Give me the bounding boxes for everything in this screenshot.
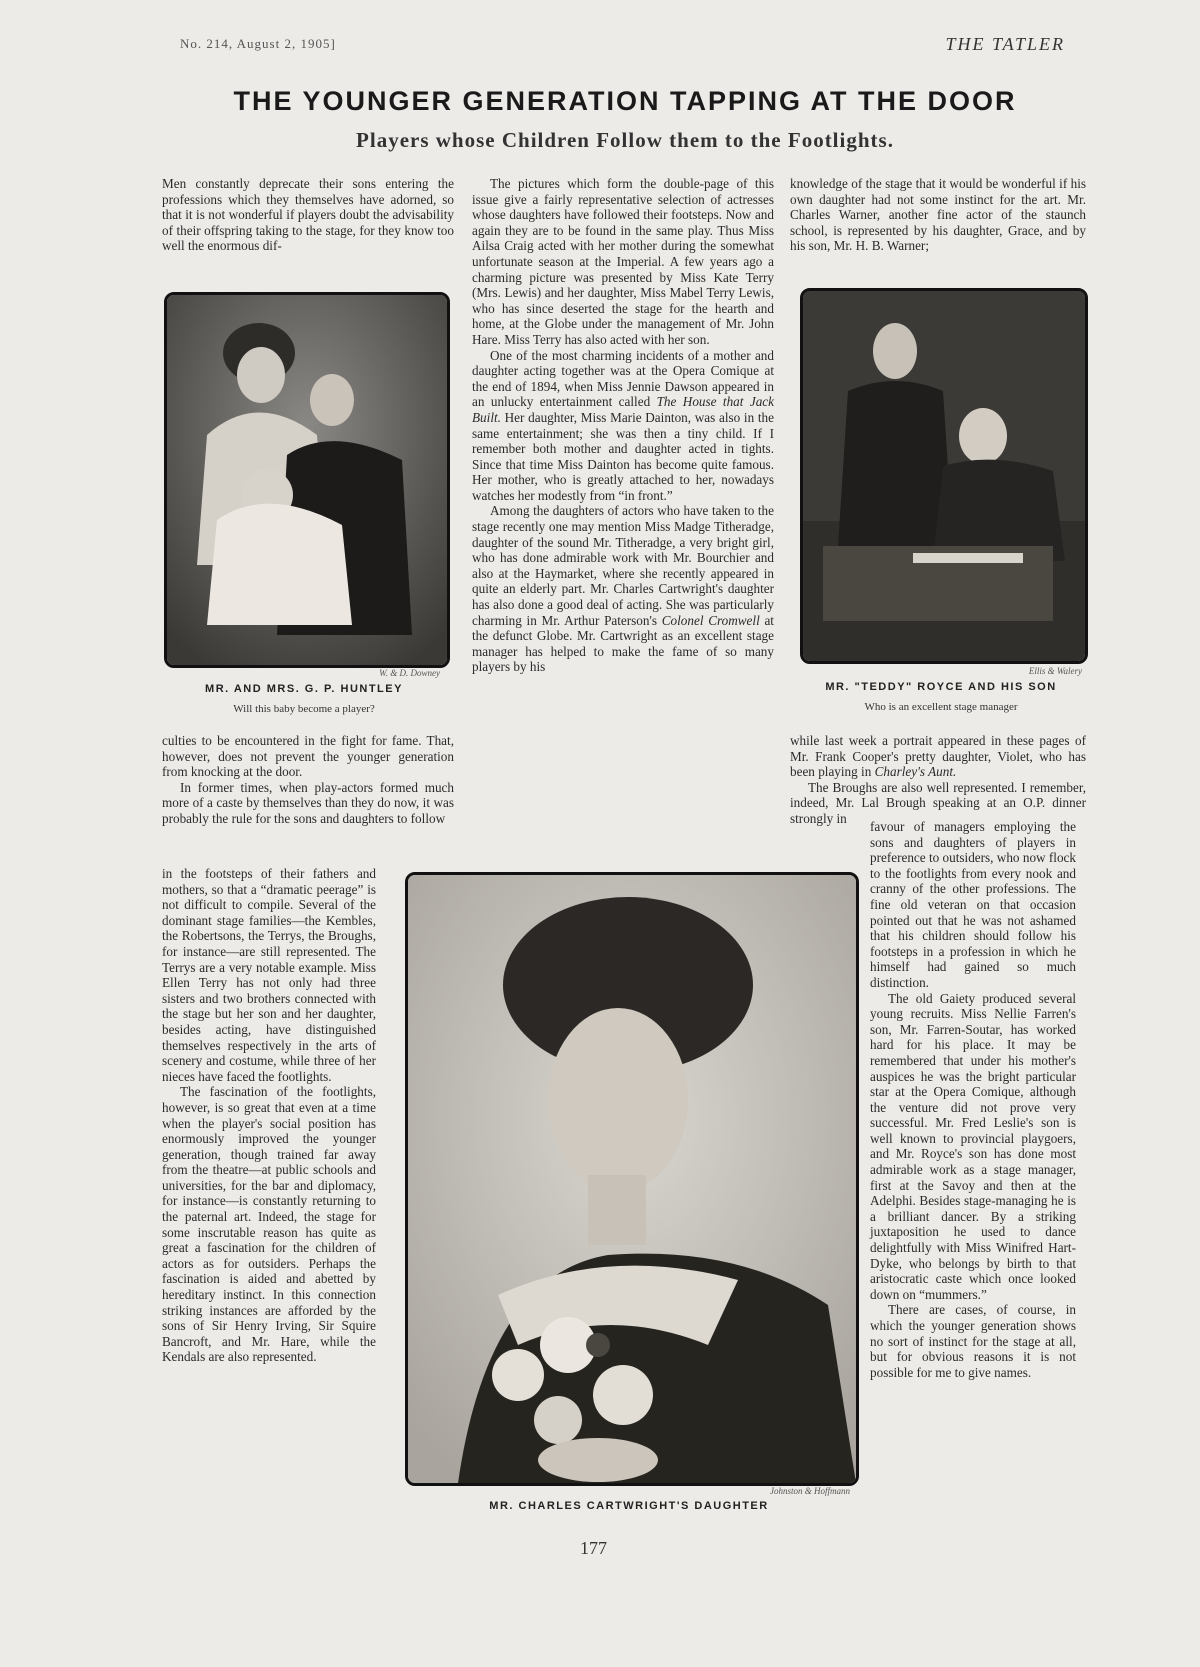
photo-cartwright-image: [408, 875, 856, 1483]
paragraph: [472, 503, 774, 675]
column-3-intro: [790, 176, 1086, 254]
text-run: Her daughter, Miss Marie Dainton, was also in the same entertainment; she was then a tiny child. If I remember both mother and daughter acted in tights. Since that time Miss Dainton has become quite famous. Her mother, who is greatly attached to her, nowadays watches her modestly from “in front.”: [472, 409, 774, 503]
text-run: at the defunct Globe. Mr. Cartwright as an excellent stage manager has helped to make the fame of so many players by his: [472, 612, 774, 675]
paragraph: There are cases, of course, in which the younger generation shows no sort of instinct for the stage at all, but for obvious reasons it is not possible for me to give names.: [870, 1302, 1076, 1380]
play-title: The House that Jack Built.: [472, 394, 774, 425]
issue-line: No. 214, August 2, 1905]: [180, 36, 336, 51]
photo-credit-cartwright: Johnston & Hoffmann: [770, 1486, 850, 1496]
subcaption-royce: Who is an excellent stage manager: [864, 701, 1018, 713]
magazine-name: THE TATLER: [945, 34, 1065, 54]
play-title: Colonel Cromwell: [661, 612, 760, 628]
paragraph: [472, 348, 774, 504]
photo-royce: [800, 288, 1088, 664]
photo-credit-royce: Ellis & Walery: [1028, 666, 1082, 676]
column-1-lower: [162, 866, 376, 1365]
text-run: while last week a portrait appeared in these pages of Mr. Frank Cooper's pretty daughter, Violet, who has been playing in: [790, 733, 1086, 780]
column-1-intro: [162, 176, 454, 254]
column-3-middle: [790, 733, 1086, 827]
text-run: One of the most charming incidents of a mother and daughter acting together was at the Opera Comique at the end of 1894, when Miss Jennie Dawson appeared in an unlucky entertainment called: [472, 347, 774, 410]
paragraph: knowledge of the stage that it would be wonderful if his own daughter had not some instinct for the art. Mr. Charles Warner, another fine actor of the staunch school, is represented by his daughter, Grace, and by his son, Mr. H. B. Warner;: [790, 176, 1086, 254]
paragraph: The Broughs are also well represented. I remember, indeed, Mr. Lal Brough speaking at an O.P. dinner strongly in: [790, 779, 1086, 826]
caption-cartwright-daughter: MR. CHARLES CARTWRIGHT'S DAUGHTER: [489, 1500, 769, 1512]
subcaption-huntley: Will this baby become a player?: [233, 703, 375, 715]
photo-royce-image: [803, 291, 1085, 661]
column-2: [472, 176, 774, 675]
paragraph: Men constantly deprecate their sons entering the professions which they themselves have adorned, so that it is not wonderful if players doubt the advisability of their offspring taking to the stage, for they know too well the enormous dif-: [162, 176, 454, 254]
column-1-middle: [162, 733, 454, 827]
page-number: 177: [580, 1538, 607, 1558]
paragraph: culties to be encountered in the fight for fame. That, however, does not prevent the younger generation from knocking at the door.: [162, 733, 454, 780]
paragraph: In former times, when play-actors formed much more of a caste by themselves than they do now, it was probably the rule for the sons and daughters to follow: [162, 779, 454, 826]
text-run: Among the daughters of actors who have taken to the stage recently one may mention Miss Madge Titheradge, daughter of the sound Mr. Titheradge, a very bright girl, who has done admirable work with Mr. Bourchier and also at the Haymarket, where she recently appeared in quite an elderly part. Mr. Charles Cartwright's daughter has also done a good deal of acting. She was particularly charming in Mr. Arthur Paterson's: [472, 503, 774, 628]
article-title: THE YOUNGER GENERATION TAPPING AT THE DOOR: [233, 86, 1017, 116]
photo-cartwright-daughter: [405, 872, 859, 1486]
paragraph: in the footsteps of their fathers and mothers, so that a “dramatic peerage” is not difficult to compile. Several of the dominant stage families—the Kembles, the Robertsons, the Terrys, the Broughs, for instance—are still represented. The Terrys are a very notable example. Miss Ellen Terry has not only had three sisters and two brothers connected with the stage but her son and her daughter, besides acting, have distinguished themselves respectively in the arts of scenery and costume, while three of her nieces have faced the footlights.: [162, 866, 376, 1084]
paragraph: The fascination of the footlights, however, is so great that even at a time when the player's social position has enormously improved the younger generation, though trained far away from the theatre—at public schools and universities, for the bar and diplomacy, for instance—is constantly returning to the paternal art. Indeed, the stage for some inscrutable reason has quite as great a fascination for the children of actors as for outsiders. Perhaps the fascination is aided and abetted by hereditary instinct. In this connection striking instances are afforded by the sons of Sir Henry Irving, Sir Squire Bancroft, and Mr. Hare, while the Kendals are also represented.: [162, 1084, 376, 1365]
caption-royce: MR. "TEDDY" ROYCE AND HIS SON: [825, 681, 1057, 693]
photo-huntley: [164, 292, 450, 668]
photo-huntley-image: [167, 295, 447, 665]
paragraph: The pictures which form the double-page of this issue give a fairly representative selection of actresses whose daughters have followed their footsteps. Now and again they are to be found in the same play. Thus Miss Ailsa Craig acted with her mother during the somewhat unfortunate season at the Imperial. A few years ago a charming picture was presented by Miss Kate Terry (Mrs. Lewis) and her daughter, Miss Mabel Terry Lewis, who has since deserted the stage for the hearth and home, at the Globe under the management of Mr. John Hare. Miss Terry has also acted with her son.: [472, 176, 774, 347]
column-3-lower: [870, 819, 1076, 1380]
photo-credit-huntley: W. & D. Downey: [379, 668, 440, 678]
article-subtitle: Players whose Children Follow them to the Footlights.: [356, 128, 894, 152]
caption-huntley: MR. AND MRS. G. P. HUNTLEY: [205, 683, 403, 695]
paragraph: [790, 733, 1086, 780]
play-title: Charley's Aunt.: [874, 764, 957, 780]
paragraph: The old Gaiety produced several young recruits. Miss Nellie Farren's son, Mr. Farren-Soutar, has worked hard for his place. It may be remembered that under his mother's auspices he was the bright particular star at the Opera Comique, although the venture did not prove very successful. Mr. Fred Leslie's son is well known to provincial playgoers, and Mr. Royce's son has done most admirable work as a stage manager, first at the Savoy and then at the Adelphi. Besides stage-managing he is a brilliant dancer. By a striking juxtaposition he used to dance delightfully with Miss Winifred Hart-Dyke, who belongs by birth to that aristocratic caste which once looked down on “mummers.”: [870, 990, 1076, 1302]
paragraph: favour of managers employing the sons and daughters of players in preference to outsiders, who now flock to the footlights from every nook and cranny of the other professions. The fine old veteran on that occasion pointed out that he was not ashamed that his children should follow his footsteps in a profession in which he himself had gained so much distinction.: [870, 819, 1076, 990]
